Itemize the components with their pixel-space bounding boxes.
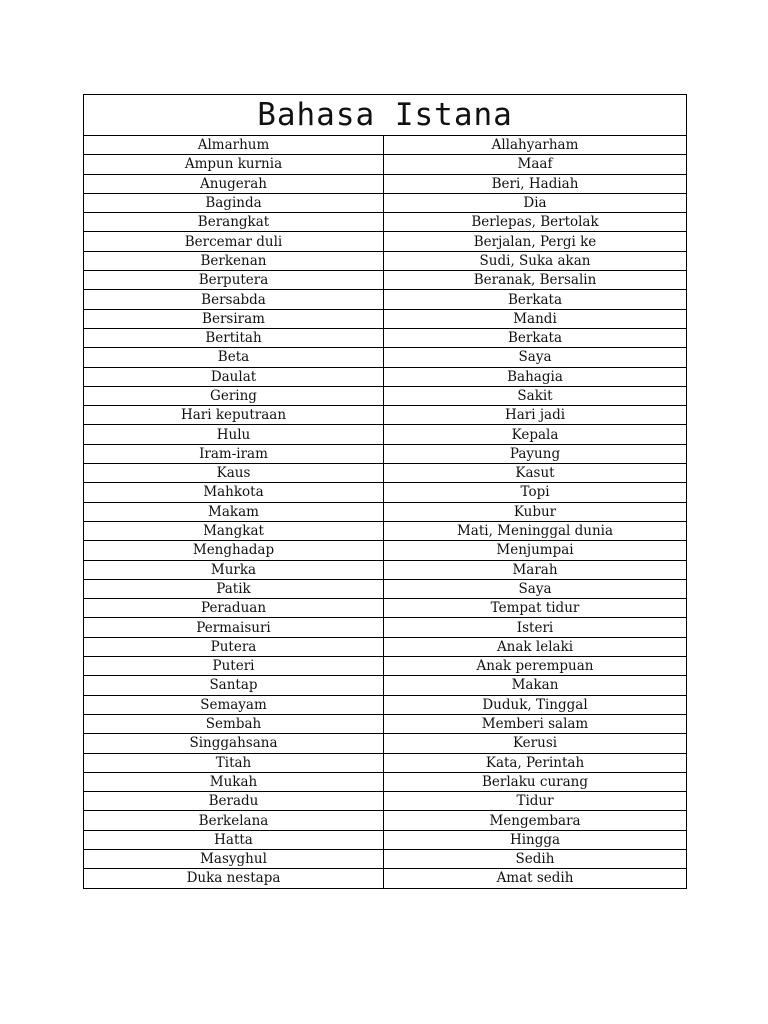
table-row bbox=[84, 560, 687, 579]
meaning-cell: Berkata bbox=[384, 290, 687, 309]
table-row bbox=[84, 869, 687, 888]
meaning-cell: Anak perempuan bbox=[384, 657, 687, 676]
term-cell: Berkenan bbox=[84, 251, 384, 270]
table-row bbox=[84, 676, 687, 695]
meaning-cell: Berjalan, Pergi ke bbox=[384, 232, 687, 251]
meaning-cell: Hari jadi bbox=[384, 406, 687, 425]
term-cell: Hari keputraan bbox=[84, 406, 384, 425]
meaning-cell: Sedih bbox=[384, 849, 687, 868]
table-row bbox=[84, 618, 687, 637]
table-row bbox=[84, 734, 687, 753]
table-row bbox=[84, 213, 687, 232]
term-cell: Mangkat bbox=[84, 521, 384, 540]
meaning-cell: Duduk, Tinggal bbox=[384, 695, 687, 714]
meaning-cell: Berlaku curang bbox=[384, 772, 687, 791]
term-cell: Beta bbox=[84, 348, 384, 367]
table-row bbox=[84, 792, 687, 811]
term-cell: Permaisuri bbox=[84, 618, 384, 637]
term-cell: Puteri bbox=[84, 657, 384, 676]
term-cell: Gering bbox=[84, 386, 384, 405]
term-cell: Ampun kurnia bbox=[84, 155, 384, 174]
table-row bbox=[84, 328, 687, 347]
meaning-cell: Tempat tidur bbox=[384, 599, 687, 618]
meaning-cell: Berkata bbox=[384, 328, 687, 347]
table-row bbox=[84, 155, 687, 174]
term-cell: Singgahsana bbox=[84, 734, 384, 753]
glossary-rows bbox=[84, 136, 687, 889]
meaning-cell: Dia bbox=[384, 193, 687, 212]
term-cell: Mukah bbox=[84, 772, 384, 791]
table-row bbox=[84, 599, 687, 618]
term-cell: Sembah bbox=[84, 714, 384, 733]
table-row bbox=[84, 309, 687, 328]
term-cell: Hatta bbox=[84, 830, 384, 849]
meaning-cell: Sakit bbox=[384, 386, 687, 405]
table-row bbox=[84, 541, 687, 560]
meaning-cell: Topi bbox=[384, 483, 687, 502]
table-row bbox=[84, 464, 687, 483]
term-cell: Almarhum bbox=[84, 136, 384, 155]
term-cell: Putera bbox=[84, 637, 384, 656]
table-row bbox=[84, 386, 687, 405]
table-row bbox=[84, 425, 687, 444]
table-row bbox=[84, 579, 687, 598]
term-cell: Bercemar duli bbox=[84, 232, 384, 251]
meaning-cell: Isteri bbox=[384, 618, 687, 637]
meaning-cell: Memberi salam bbox=[384, 714, 687, 733]
meaning-cell: Bahagia bbox=[384, 367, 687, 386]
term-cell: Makam bbox=[84, 502, 384, 521]
meaning-cell: Allahyarham bbox=[384, 136, 687, 155]
table-row bbox=[84, 772, 687, 791]
term-cell: Kaus bbox=[84, 464, 384, 483]
term-cell: Peraduan bbox=[84, 599, 384, 618]
term-cell: Menghadap bbox=[84, 541, 384, 560]
table-row bbox=[84, 637, 687, 656]
term-cell: Masyghul bbox=[84, 849, 384, 868]
table-row bbox=[84, 714, 687, 733]
meaning-cell: Kasut bbox=[384, 464, 687, 483]
meaning-cell: Beranak, Bersalin bbox=[384, 271, 687, 290]
term-cell: Anugerah bbox=[84, 174, 384, 193]
term-cell: Bersabda bbox=[84, 290, 384, 309]
term-cell: Patik bbox=[84, 579, 384, 598]
term-cell: Berputera bbox=[84, 271, 384, 290]
term-cell: Semayam bbox=[84, 695, 384, 714]
table-row bbox=[84, 811, 687, 830]
term-cell: Hulu bbox=[84, 425, 384, 444]
table-row bbox=[84, 174, 687, 193]
table-row bbox=[84, 695, 687, 714]
term-cell: Baginda bbox=[84, 193, 384, 212]
table-row bbox=[84, 521, 687, 540]
term-cell: Titah bbox=[84, 753, 384, 772]
table-row bbox=[84, 406, 687, 425]
table-row bbox=[84, 232, 687, 251]
meaning-cell: Kata, Perintah bbox=[384, 753, 687, 772]
table-row bbox=[84, 271, 687, 290]
term-cell: Berkelana bbox=[84, 811, 384, 830]
meaning-cell: Mandi bbox=[384, 309, 687, 328]
glossary-table bbox=[83, 94, 687, 889]
document-page bbox=[83, 94, 686, 889]
table-row bbox=[84, 348, 687, 367]
term-cell: Murka bbox=[84, 560, 384, 579]
meaning-cell: Kepala bbox=[384, 425, 687, 444]
meaning-cell: Sudi, Suka akan bbox=[384, 251, 687, 270]
table-row bbox=[84, 502, 687, 521]
term-cell: Santap bbox=[84, 676, 384, 695]
meaning-cell: Kubur bbox=[384, 502, 687, 521]
term-cell: Bersiram bbox=[84, 309, 384, 328]
table-row bbox=[84, 251, 687, 270]
meaning-cell: Maaf bbox=[384, 155, 687, 174]
term-cell: Berangkat bbox=[84, 213, 384, 232]
table-row bbox=[84, 444, 687, 463]
table-row bbox=[84, 753, 687, 772]
table-row bbox=[84, 849, 687, 868]
meaning-cell: Anak lelaki bbox=[384, 637, 687, 656]
table-row bbox=[84, 290, 687, 309]
table-row bbox=[84, 657, 687, 676]
meaning-cell: Tidur bbox=[384, 792, 687, 811]
term-cell: Iram-iram bbox=[84, 444, 384, 463]
meaning-cell: Payung bbox=[384, 444, 687, 463]
table-row bbox=[84, 483, 687, 502]
term-cell: Daulat bbox=[84, 367, 384, 386]
meaning-cell: Mati, Meninggal dunia bbox=[384, 521, 687, 540]
meaning-cell: Menjumpai bbox=[384, 541, 687, 560]
term-cell: Beradu bbox=[84, 792, 384, 811]
table-row bbox=[84, 367, 687, 386]
table-title: Bahasa Istana bbox=[84, 95, 687, 136]
table-row bbox=[84, 193, 687, 212]
meaning-cell: Saya bbox=[384, 348, 687, 367]
meaning-cell: Mengembara bbox=[384, 811, 687, 830]
term-cell: Mahkota bbox=[84, 483, 384, 502]
meaning-cell: Marah bbox=[384, 560, 687, 579]
table-row bbox=[84, 136, 687, 155]
term-cell: Duka nestapa bbox=[84, 869, 384, 888]
meaning-cell: Makan bbox=[384, 676, 687, 695]
term-cell: Bertitah bbox=[84, 328, 384, 347]
meaning-cell: Berlepas, Bertolak bbox=[384, 213, 687, 232]
meaning-cell: Beri, Hadiah bbox=[384, 174, 687, 193]
meaning-cell: Amat sedih bbox=[384, 869, 687, 888]
meaning-cell: Saya bbox=[384, 579, 687, 598]
meaning-cell: Kerusi bbox=[384, 734, 687, 753]
meaning-cell: Hingga bbox=[384, 830, 687, 849]
table-row bbox=[84, 830, 687, 849]
